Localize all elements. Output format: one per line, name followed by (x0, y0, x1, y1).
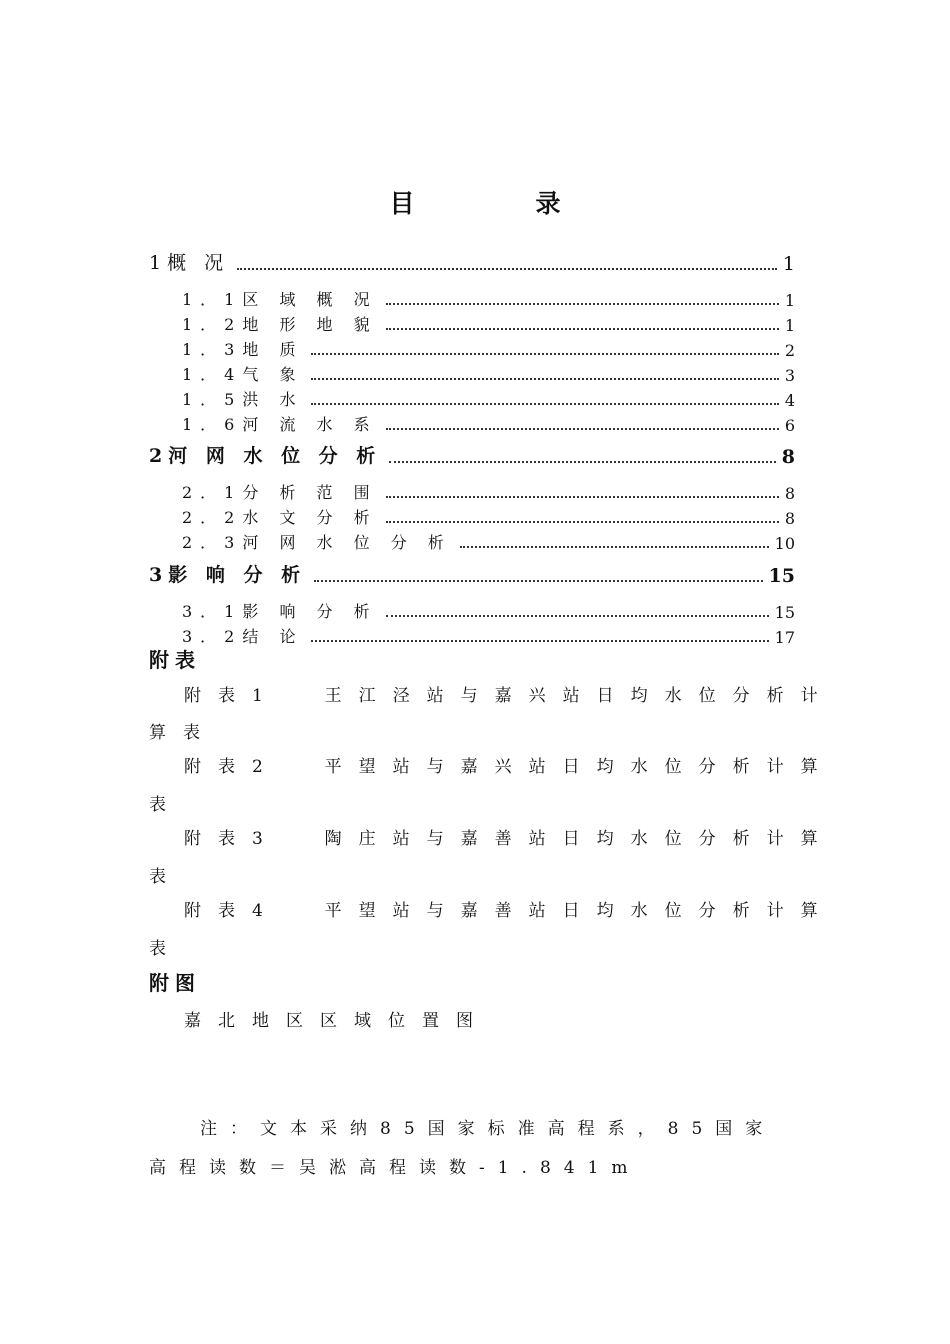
toc-section-entry (0, 284, 950, 310)
appendix-figure-1: 嘉北地区区域位置图 (184, 1011, 490, 1031)
toc-dot-leader (460, 546, 769, 548)
toc-dot-leader (386, 328, 779, 330)
toc-dot-leader (386, 615, 769, 617)
toc-entry-label: 2．1分 析 范 围 (182, 483, 378, 502)
toc-entry-label: 2河 网 水 位 分 析 (149, 445, 382, 467)
toc-section-entry (0, 334, 950, 360)
toc-section-entry (0, 309, 950, 335)
toc-entry-label: 1概 况 (149, 252, 230, 274)
appendix-table-2-line1: 附表2 平望站与嘉兴站日均水位分析计算 (184, 757, 835, 777)
toc-page-number: 8 (784, 484, 795, 503)
toc-page-number: 6 (784, 416, 795, 435)
toc-dot-leader (386, 496, 779, 498)
toc-page-number: 1 (784, 291, 795, 310)
toc-section-entry (0, 409, 950, 435)
toc-chapter-entry (0, 442, 950, 468)
toc-page-number: 10 (774, 534, 795, 553)
appendix-table-3-line2: 表 (149, 867, 183, 887)
toc-dot-leader (386, 303, 779, 305)
toc-dot-leader (386, 521, 779, 523)
appendix-table-1-line2: 算表 (149, 723, 217, 743)
appendix-table-4-line1: 附表4 平望站与嘉善站日均水位分析计算 (184, 901, 835, 921)
note-line1: 注：文本采纳85国家标准高程系，85国家 (200, 1119, 776, 1139)
toc-dot-leader (389, 461, 775, 463)
page-title: 目 录 (389, 189, 609, 218)
toc-page-number: 17 (774, 628, 795, 647)
toc-section-entry (0, 527, 950, 553)
toc-page-number: 1 (782, 253, 795, 275)
toc-entry-label: 1．6河 流 水 系 (182, 415, 378, 434)
toc-section-entry (0, 502, 950, 528)
toc-dot-leader (311, 353, 778, 355)
toc-entry-label: 1．4气 象 (182, 365, 304, 384)
note-line2: 高程读数＝吴淞高程读数-1.841m (149, 1158, 641, 1178)
toc-page-number: 15 (774, 603, 795, 622)
appendix-figures-heading: 附图 (149, 971, 201, 995)
toc-dot-leader (237, 268, 777, 270)
toc-page-number: 15 (768, 565, 795, 587)
toc-section-entry (0, 621, 950, 647)
toc-entry-label: 1．5洪 水 (182, 390, 304, 409)
toc-entry-label: 1．1区 域 概 况 (182, 290, 378, 309)
toc-section-entry (0, 477, 950, 503)
toc-section-entry (0, 359, 950, 385)
toc-dot-leader (386, 428, 779, 430)
appendix-table-3-line1: 附表3 陶庄站与嘉善站日均水位分析计算 (184, 829, 835, 849)
toc-entry-label: 1．2地 形 地 貌 (182, 315, 378, 334)
toc-entry-label: 1．3地 质 (182, 340, 304, 359)
toc-entry-label: 2．2水 文 分 析 (182, 508, 378, 527)
toc-dot-leader (314, 580, 762, 582)
toc-section-entry (0, 384, 950, 410)
toc-entry-label: 3影 响 分 析 (149, 564, 307, 586)
toc-entry-label: 3．2结 论 (182, 627, 304, 646)
toc-entry-label: 2．3河 网 水 位 分 析 (182, 533, 452, 552)
toc-dot-leader (311, 403, 778, 405)
appendix-table-2-line2: 表 (149, 795, 183, 815)
toc-page-number: 2 (784, 341, 795, 360)
appendix-table-1-line1: 附表1 王江泾站与嘉兴站日均水位分析计 (184, 686, 835, 706)
toc-page-number: 8 (781, 446, 795, 468)
toc-page-number: 1 (784, 316, 795, 335)
toc-page-number: 3 (784, 366, 795, 385)
toc-chapter-entry (0, 249, 950, 275)
appendix-table-4-line2: 表 (149, 939, 183, 959)
appendix-tables-heading: 附表 (149, 648, 201, 672)
toc-chapter-entry (0, 561, 950, 587)
toc-section-entry (0, 596, 950, 622)
toc-page-number: 8 (784, 509, 795, 528)
toc-dot-leader (311, 640, 768, 642)
toc-dot-leader (311, 378, 778, 380)
toc-page-number: 4 (784, 391, 795, 410)
toc-entry-label: 3．1影 响 分 析 (182, 602, 378, 621)
